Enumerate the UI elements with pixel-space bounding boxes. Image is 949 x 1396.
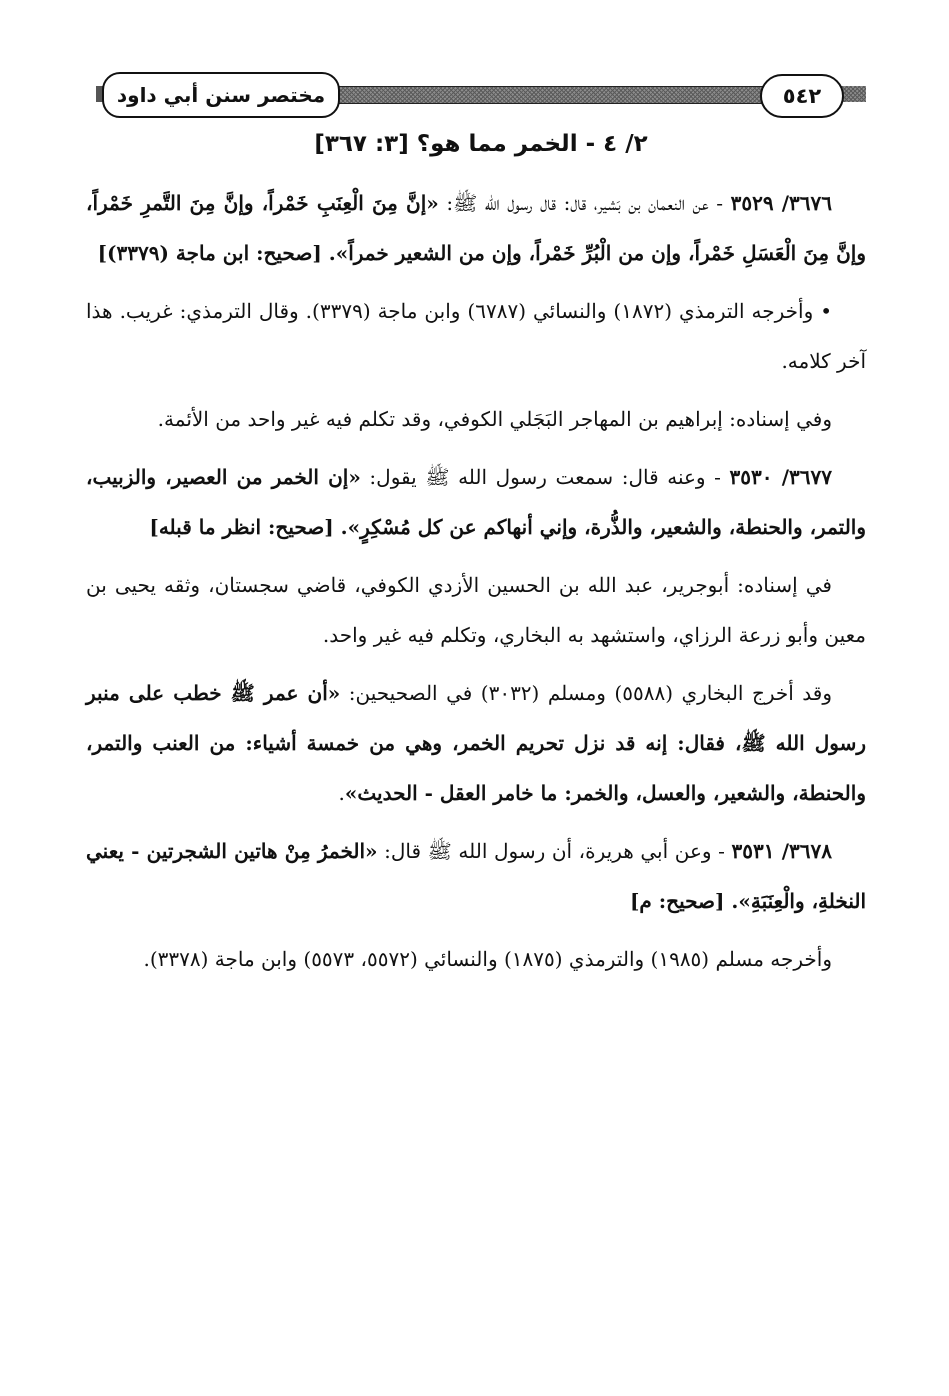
hadith-quote: «إنَّ مِنَ الْعِنَبِ خَمْراً، وإنَّ مِنَ التَّمرِ خَمْراً، وإنَّ مِنَ الْعَسَلِ خَمْراً، وإن من الْبُرِّ خَمْراً، وإن من الشعير خمراً» [86,191,866,265]
hadith-3678 [86,826,866,926]
hadith-grade: . [صحيح: ابن ماجة (٣٣٧٩)] [97,241,336,265]
hadith-number: ٣٦٧٨/ ٣٥٣١ [731,839,832,863]
header-ornament-band [336,86,766,104]
note-end: . [338,781,345,805]
note-sahihayn [86,668,866,818]
hadith-intro: - عن النعمان بن بَشير، قال: قال رسول الله ﷺ: [438,191,731,215]
page-body [86,178,866,992]
hadith-3677 [86,452,866,552]
note-takhrij-2: وأخرجه مسلم (١٩٨٥) والترمذي (١٨٧٥) والنسائي (٥٥٧٢، ٥٥٧٣) وابن ماجة (٣٣٧٨). [143,947,832,971]
hadith-intro: - وعنه قال: سمعت رسول الله ﷺ يقول: [360,465,730,489]
note-intro: وقد أخرج البخاري (٥٥٨٨) ومسلم (٣٠٣٢) في الصحيحين: [340,681,833,705]
hadith-3676 [86,178,866,278]
note-isnad-2: في إسناده: أبوجرير، عبد الله بن الحسين الأزدي الكوفي، قاضي سجستان، وثقه يحيى بن معين وأبو زرعة الرزاي، واستشهد به البخاري، وتكلم فيه غير واحد. [86,573,866,647]
page-header [96,72,866,120]
page-number: ٥٤٢ [760,74,844,118]
book-title: مختصر سنن أبي داود [102,72,340,118]
hadith-quote: «الخمرُ مِنْ هاتين الشجرتين - يعني النخلةِ، والْعِنَبَةِ» [86,839,866,913]
hadith-grade: . [صحيح: م] [629,889,739,913]
note-quote: «أن عمر ﷺ خطب على منبر رسول الله ﷺ، فقال: إنه قد نزل تحريم الخمر، وهي من خمسة أشياء: من العنب والتمر، والحنطة، والشعير، والعسل، والخمر: ما خامر العقل - الحديث» [86,681,866,805]
hadith-number: ٣٦٧٦/ ٣٥٢٩ [730,191,833,215]
hadith-number: ٣٦٧٧/ ٣٥٣٠ [729,465,832,489]
note-takhrij-1: • وأخرجه الترمذي (١٨٧٢) والنسائي (٦٧٨٧) وابن ماجة (٣٣٧٩). وقال الترمذي: غريب. هذا آخر كلامه. [86,299,866,373]
hadith-intro: - وعن أبي هريرة، أن رسول الله ﷺ قال: [377,839,732,863]
hadith-quote: «إن الخمر من العصير، والزبيب، والتمر، والحنطة، والشعير، والذُّرة، وإني أنهاكم عن كل مُسْكِرٍ» [86,465,866,539]
hadith-grade: . [صحيح: انظر ما قبله] [149,515,348,539]
note-isnad-1: وفي إسناده: إبراهيم بن المهاجر البَجَلي الكوفي، وقد تكلم فيه غير واحد من الأئمة. [157,407,832,431]
section-heading: ٢/ ٤ - الخمر مما هو؟ [٣: ٣٦٧] [314,131,648,157]
